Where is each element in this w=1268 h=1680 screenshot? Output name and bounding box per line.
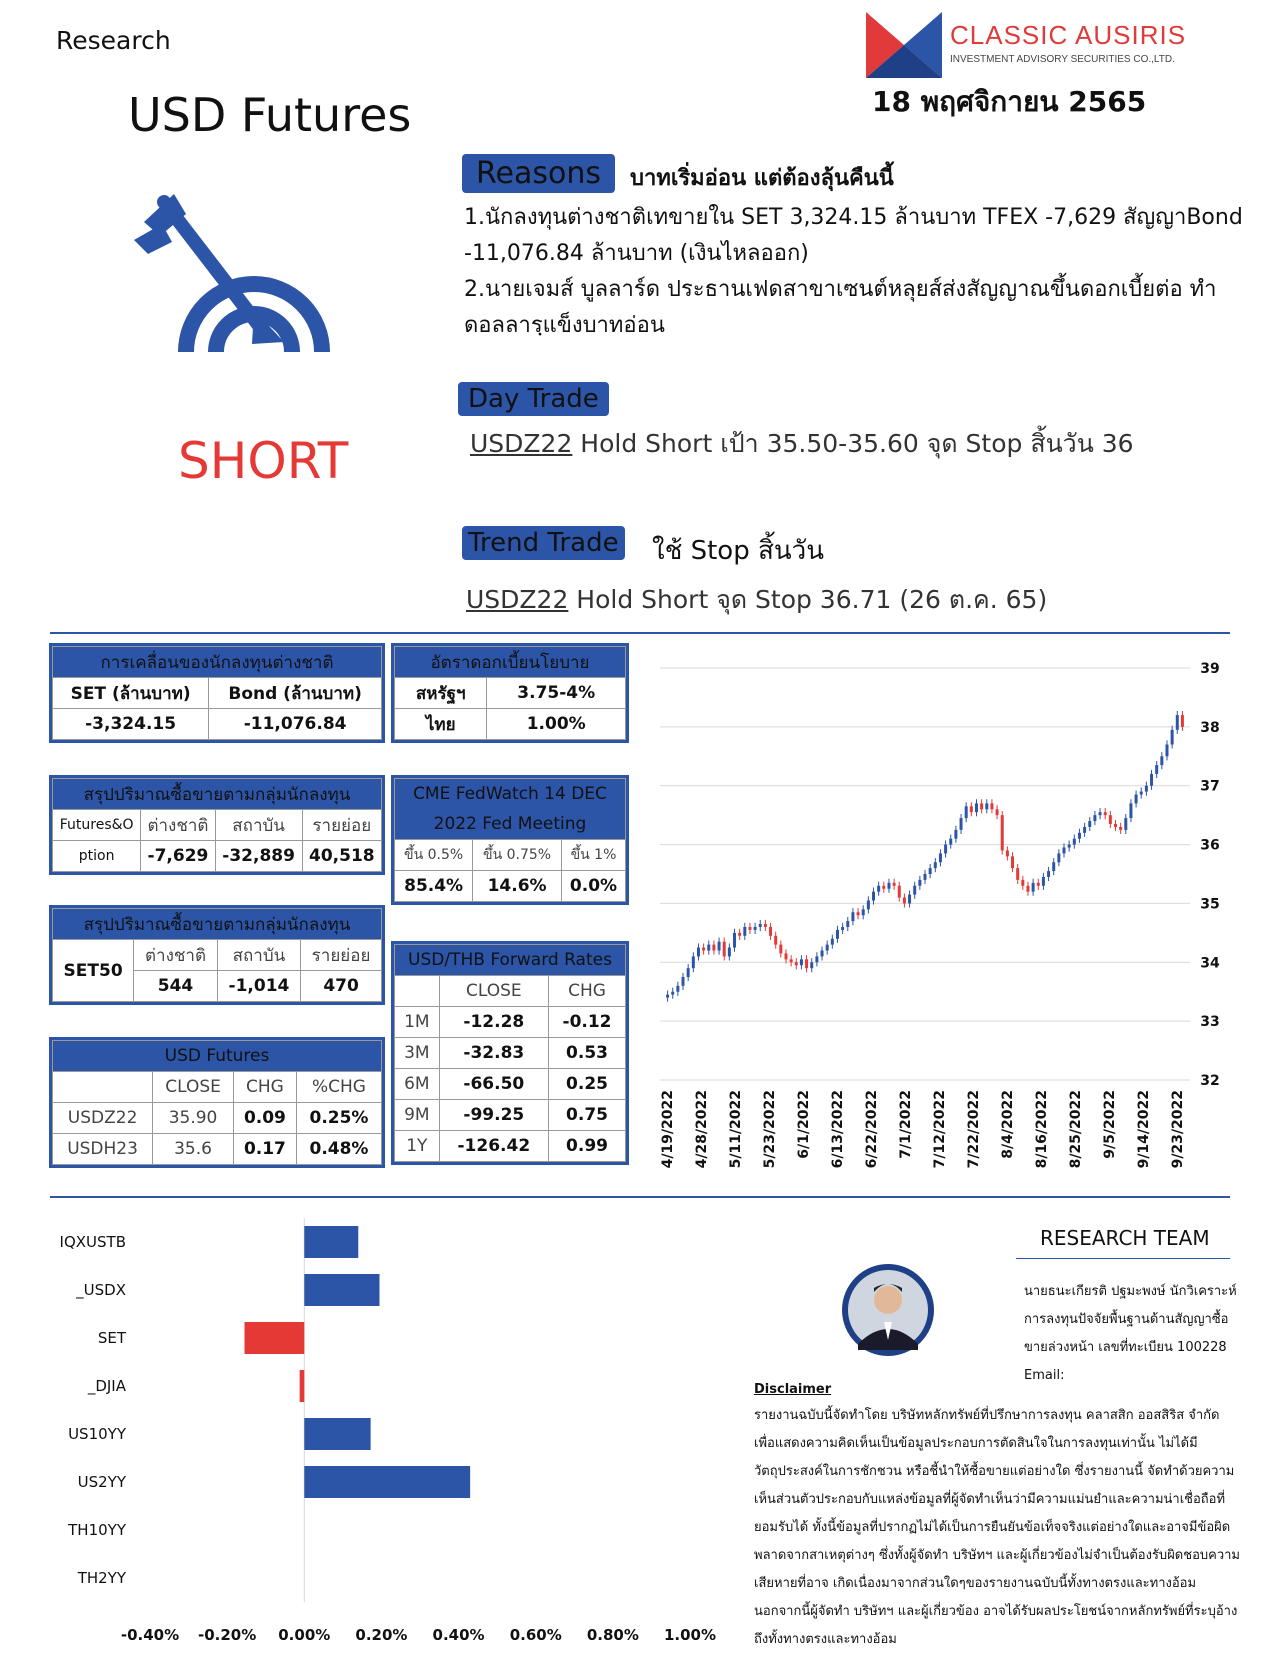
table-cell: 0.75	[549, 1100, 626, 1131]
candle-body	[1150, 774, 1153, 786]
candle-body	[718, 942, 721, 951]
table-cell: 35.6	[153, 1134, 234, 1165]
candle-body	[1155, 765, 1158, 774]
x-tick-label: 8/16/2022	[1034, 1090, 1050, 1169]
trend-trade-text: Hold Short จุด Stop 36.71 (26 ต.ค. 65)	[568, 585, 1048, 614]
candle-body	[1037, 883, 1040, 886]
y-tick-label: 35	[1200, 896, 1220, 913]
trend-trade-tag: Trend Trade	[462, 526, 625, 560]
candle-body	[759, 924, 762, 927]
candle-body	[851, 912, 854, 921]
candle-body	[1078, 833, 1081, 839]
column-header: CHG	[233, 1072, 296, 1103]
candle-body	[846, 921, 849, 927]
analyst-avatar	[840, 1262, 936, 1358]
x-tick-label: 7/22/2022	[966, 1090, 982, 1169]
usd-futures-title: USD Futures	[53, 1041, 382, 1072]
candle-body	[1104, 812, 1107, 815]
candle-body	[841, 927, 844, 930]
x-tick-label: 6/1/2022	[796, 1090, 812, 1159]
candle-body	[1129, 803, 1132, 818]
policy-rate-country: ไทย	[395, 709, 487, 740]
table-cell: 0.99	[549, 1131, 626, 1162]
column-header: CHG	[549, 976, 626, 1007]
candle-body	[666, 995, 669, 998]
table-cell: -126.42	[439, 1131, 548, 1162]
candle-body	[712, 945, 715, 951]
column-header: สถาบัน	[217, 940, 300, 971]
column-header: CLOSE	[153, 1072, 234, 1103]
policy-rate-country: สหรัฐฯ	[395, 678, 487, 709]
candle-body	[1083, 827, 1086, 833]
candle-body	[800, 959, 803, 965]
table-cell: 0.0%	[561, 871, 625, 902]
candle-body	[821, 951, 824, 957]
column-header: %CHG	[296, 1072, 381, 1103]
divider-top	[50, 632, 1230, 634]
x-tick-label: -0.20%	[198, 1626, 257, 1644]
policy-rate-value: 1.00%	[487, 709, 626, 740]
candle-body	[728, 948, 731, 957]
column-header: สถาบัน	[215, 810, 302, 841]
table-cell: 14.6%	[473, 871, 562, 902]
candle-body	[887, 883, 890, 889]
candle-body	[857, 912, 860, 915]
futures-summary-title: สรุปปริมาณซื้อขายตามกลุ่มนักลงทุน	[53, 779, 382, 810]
x-tick-label: 7/1/2022	[898, 1090, 914, 1159]
foreign-flow-col1: SET (ล้านบาท)	[53, 678, 209, 709]
table-cell	[53, 1072, 153, 1103]
candle-body	[682, 977, 685, 986]
y-tick-label: 37	[1200, 778, 1220, 795]
table-cell: 1M	[395, 1007, 440, 1038]
table-cell: -7,629	[141, 841, 215, 872]
candle-body	[748, 927, 751, 930]
column-header: ขึ้น 0.5%	[395, 840, 473, 871]
candle-body	[949, 839, 952, 845]
trend-trade-symbol: USDZ22	[466, 585, 569, 614]
column-header: CLOSE	[439, 976, 548, 1007]
table-cell: 0.53	[549, 1038, 626, 1069]
candle-body	[836, 930, 839, 939]
brand-name: CLASSIC AUSIRIS	[950, 20, 1187, 50]
policy-rate-table	[394, 646, 626, 740]
bar	[245, 1322, 305, 1354]
page-title: USD Futures	[128, 88, 412, 142]
x-tick-label: 0.60%	[509, 1626, 562, 1644]
disclaimer-text: รายงานฉบับนี้จัดทำโดย บริษัทหลักทรัพย์ที่ปรึกษาการลงทุน คลาสสิก ออสสิริส จำกัด เพื่อแสดงความคิดเห็นเป็นข้อมูลประกอบการตัดสินใจในการลงทุนเท่านั้น ไม่ได้มีวัตถุประสงค์ในการชักชวน หรือชี้นำให้ซื้อขายแต่อย่างใด ซึ่งรายงานนี้ จัดทำด้วยความเห็นส่วนตัวประกอบกับแหล่งข้อมูลที่ผู้จัดทำเห็นว่ามีความแม่นยำและความน่าเชื่อถือที่ยอมรับได้ ทั้งนี้ข้อมูลที่ปรากฏไม่ได้เป็นการยืนยันข้อเท็จจริงแต่อย่างใดและอาจมีข้อผิดพลาดจากสาเหตุต่างๆ ซึ่งทั้งผู้จัดทำ บริษัทฯ และผู้เกี่ยวข้องไม่จำเป็นต้องรับผิดชอบความเสียหายที่อาจ เกิดเนื่องมาจากส่วนใดๆของรายงานฉบับนี้ทั้งทางตรงและทางอ้อม นอกจากนี้ผู้จัดทำ บริษัทฯ และผู้เกี่ยวข้อง อาจได้รับผลประโยชน์จากหลักทรัพย์ที่ระบุอ้างถึงทั้งทางตรงและทางอ้อม	[754, 1408, 1240, 1647]
candle-body	[826, 945, 829, 951]
candle-body	[707, 945, 710, 951]
foreign-flow-val2: -11,076.84	[209, 709, 382, 740]
candle-body	[985, 803, 988, 809]
policy-rate-value: 3.75-4%	[487, 678, 626, 709]
candle-body	[779, 945, 782, 954]
candle-body	[924, 874, 927, 880]
x-tick-label: 1.00%	[663, 1626, 717, 1644]
reason-2: 2.นายเจมส์ บูลลาร์ด ประธานเฟดสาขาเซนต์หลุยส์ส่งสัญญาณขึ้นดอกเบี้ยต่อ ทำดอลลารฺแข็งบาทอ่อน	[464, 277, 1217, 338]
x-tick-label: 8/25/2022	[1068, 1090, 1084, 1169]
candle-body	[980, 803, 983, 809]
candle-body	[1181, 715, 1184, 727]
candle-body	[784, 953, 787, 959]
bar	[304, 1418, 370, 1450]
x-tick-label: 9/14/2022	[1136, 1090, 1152, 1169]
candle-body	[815, 956, 818, 962]
bar-category-label: TH10YY	[68, 1521, 126, 1539]
x-tick-label: 0.40%	[432, 1626, 485, 1644]
reasons-headline: บาทเริ่มอ่อน แต่ต้องลุ้นคืนนี้	[630, 166, 894, 191]
foreign-flow-table	[52, 646, 382, 740]
y-tick-label: 36	[1200, 837, 1220, 854]
disclaimer-title: Disclaimer	[754, 1382, 832, 1397]
candle-body	[676, 986, 679, 992]
column-header: ขึ้น 0.75%	[473, 840, 562, 871]
table-cell: 0.17	[233, 1134, 296, 1165]
candle-body	[1073, 839, 1076, 845]
candle-body	[769, 927, 772, 936]
candle-body	[692, 956, 695, 968]
day-trade-text: Hold Short เป้า 35.50-35.60 จุด Stop สิ้นวัน 36	[572, 429, 1134, 458]
candle-body	[1099, 812, 1102, 815]
candle-body	[1057, 853, 1060, 862]
table-cell: -99.25	[439, 1100, 548, 1131]
set50-summary-table	[52, 908, 382, 1002]
table-cell: 0.25	[549, 1069, 626, 1100]
table-cell: 9M	[395, 1100, 440, 1131]
candle-body	[1140, 792, 1143, 795]
column-header: รายย่อย	[301, 940, 382, 971]
candle-body	[1042, 877, 1045, 886]
candle-body	[1124, 818, 1127, 830]
candle-body	[882, 886, 885, 889]
table-cell	[395, 976, 440, 1007]
candle-body	[1006, 850, 1009, 856]
x-tick-label: 0.80%	[586, 1626, 639, 1644]
y-tick-label: 32	[1200, 1073, 1220, 1089]
trend-trade-note: ใช้ Stop สิ้นวัน	[652, 536, 824, 566]
y-tick-label: 33	[1200, 1014, 1220, 1031]
candle-body	[774, 936, 777, 945]
candle-body	[1063, 848, 1066, 854]
table-cell: 85.4%	[395, 871, 473, 902]
brand-subtitle: INVESTMENT ADVISORY SECURITIES CO.,LTD.	[950, 54, 1175, 65]
candle-body	[877, 886, 880, 892]
team-text: นายธนะเกียรติ ปฐมะพงษ์ นักวิเคราะห์การลงทุนปัจจัยพื้นฐานด้านสัญญาซื้อขายล่วงหน้า เลขที่ทะเบียน 100228 Email:	[1024, 1284, 1237, 1383]
candle-body	[1119, 827, 1122, 830]
candle-body	[1171, 730, 1174, 745]
bar	[304, 1274, 379, 1306]
set50-summary-title: สรุปปริมาณซื้อขายตามกลุ่มนักลงทุน	[53, 909, 382, 940]
day-trade-tag: Day Trade	[458, 382, 609, 416]
x-tick-label: 0.00%	[278, 1626, 331, 1644]
x-tick-label: 8/4/2022	[1000, 1090, 1016, 1159]
x-tick-label: 9/5/2022	[1102, 1090, 1118, 1159]
candle-body	[743, 927, 746, 936]
candle-body	[1032, 883, 1035, 892]
candle-body	[965, 806, 968, 818]
x-tick-label: -0.40%	[120, 1626, 180, 1644]
candle-body	[1109, 815, 1112, 824]
candle-body	[960, 818, 963, 830]
candle-body	[831, 939, 834, 945]
table-cell: 470	[301, 971, 382, 1002]
candle-body	[944, 845, 947, 854]
candle-body	[723, 942, 726, 957]
table-cell: -0.12	[549, 1007, 626, 1038]
x-tick-label: 4/19/2022	[660, 1090, 676, 1169]
foreign-flow-title: การเคลื่อนของนักลงทุนต่างชาติ	[53, 647, 382, 678]
table-cell: -66.50	[439, 1069, 548, 1100]
reasons-body	[464, 200, 1244, 344]
candle-body	[790, 959, 793, 962]
market-change-bar-chart	[50, 1210, 720, 1650]
candle-body	[954, 830, 957, 839]
candle-body	[733, 933, 736, 948]
signal-label: SHORT	[178, 432, 349, 490]
table-cell: 1Y	[395, 1131, 440, 1162]
brand-logo-icon	[866, 12, 942, 78]
x-tick-label: 6/13/2022	[830, 1090, 846, 1169]
x-tick-label: 6/22/2022	[864, 1090, 880, 1169]
candle-body	[1021, 880, 1024, 886]
candle-body	[702, 948, 705, 951]
x-tick-label: 9/23/2022	[1170, 1090, 1186, 1169]
candle-body	[1145, 786, 1148, 792]
candle-body	[934, 862, 937, 868]
x-tick-label: 5/23/2022	[762, 1090, 778, 1169]
table-cell: 544	[134, 971, 218, 1002]
candle-body	[1052, 862, 1055, 871]
divider-bottom	[50, 1196, 1230, 1198]
candle-body	[908, 895, 911, 904]
bar	[304, 1466, 470, 1498]
fedwatch-table	[394, 778, 626, 902]
candle-body	[929, 868, 932, 874]
forward-rates-title: USD/THB Forward Rates	[395, 945, 626, 976]
table-cell: -32,889	[215, 841, 302, 872]
candle-body	[893, 883, 896, 886]
bar	[304, 1226, 358, 1258]
table-cell: 35.90	[153, 1103, 234, 1134]
candle-body	[898, 886, 901, 898]
candle-body	[990, 803, 993, 809]
candle-body	[754, 927, 757, 930]
x-tick-label: 7/12/2022	[932, 1090, 948, 1169]
table-cell: 0.48%	[296, 1134, 381, 1165]
table-cell: 6M	[395, 1069, 440, 1100]
x-tick-label: 0.20%	[355, 1626, 408, 1644]
bar-category-label: TH2YY	[77, 1569, 126, 1587]
candle-body	[805, 959, 808, 968]
candle-body	[913, 886, 916, 895]
candle-body	[697, 948, 700, 957]
report-date: 18 พฤศจิกายน 2565	[872, 85, 1147, 118]
candle-body	[764, 924, 767, 927]
candle-body	[867, 900, 870, 909]
candle-body	[1114, 824, 1117, 827]
candle-body	[1135, 795, 1138, 804]
trend-trade-line	[466, 580, 1047, 620]
candle-body	[1016, 868, 1019, 880]
column-header: รายย่อย	[302, 810, 381, 841]
candle-body	[970, 806, 973, 812]
table-cell: -32.83	[439, 1038, 548, 1069]
day-trade-line	[470, 424, 1134, 464]
futures-summary-label-b: ption	[53, 841, 141, 872]
reason-1: 1.นักลงทุนต่างชาติเทขายใน SET 3,324.15 ล้านบาท TFEX -7,629 สัญญาBond -11,076.84 ล้านบาท (เงินไหลออก)	[464, 205, 1243, 266]
candle-body	[872, 892, 875, 901]
table-cell: 40,518	[302, 841, 381, 872]
team-title: RESEARCH TEAM	[1040, 1226, 1210, 1250]
y-tick-label: 38	[1200, 719, 1220, 736]
candle-body	[738, 933, 741, 936]
y-tick-label: 34	[1200, 955, 1220, 972]
candle-body	[1165, 745, 1168, 757]
target-icon	[134, 192, 374, 352]
candle-body	[1176, 715, 1179, 730]
bar-category-label: IQXUSTB	[59, 1233, 126, 1251]
bar	[300, 1370, 305, 1402]
candle-body	[671, 992, 674, 995]
futures-summary-label-a: Futures&O	[53, 810, 141, 841]
bar-category-label: US10YY	[68, 1425, 126, 1443]
candle-body	[795, 962, 798, 965]
usd-candlestick-chart	[650, 650, 1250, 1190]
day-trade-symbol: USDZ22	[470, 429, 573, 458]
column-header: ขึ้น 1%	[561, 840, 625, 871]
table-cell: 0.09	[233, 1103, 296, 1134]
y-tick-label: 39	[1200, 661, 1220, 677]
candle-body	[862, 909, 865, 915]
x-tick-label: 4/28/2022	[694, 1090, 710, 1169]
column-header: ต่างชาติ	[141, 810, 215, 841]
candle-body	[1026, 886, 1029, 892]
table-cell: 0.25%	[296, 1103, 381, 1134]
column-header: ต่างชาติ	[134, 940, 218, 971]
bar-category-label: SET	[97, 1329, 126, 1347]
table-cell: USDH23	[53, 1134, 153, 1165]
bar-category-label: _USDX	[76, 1281, 126, 1299]
team-divider	[1016, 1258, 1230, 1259]
futures-summary-table	[52, 778, 382, 872]
forward-rates-table	[394, 944, 626, 1162]
fedwatch-title	[395, 779, 626, 840]
candle-body	[1088, 821, 1091, 827]
policy-rate-title: อัตราดอกเบี้ยนโยบาย	[395, 647, 626, 678]
candle-body	[1160, 756, 1163, 765]
bar-category-label: _DJIA	[87, 1377, 126, 1395]
bar-category-label: US2YY	[77, 1473, 126, 1491]
candle-body	[1047, 871, 1050, 877]
table-cell: -12.28	[439, 1007, 548, 1038]
candle-body	[939, 853, 942, 862]
table-cell: -1,014	[217, 971, 300, 1002]
fedwatch-title-line2: 2022 Fed Meeting	[433, 814, 587, 834]
candle-body	[975, 803, 978, 812]
candle-body	[1011, 856, 1014, 868]
candle-body	[810, 962, 813, 968]
fedwatch-title-line1: CME FedWatch 14 DEC	[413, 784, 607, 804]
candle-body	[903, 898, 906, 904]
section-label: Research	[56, 26, 171, 55]
candle-body	[1093, 815, 1096, 821]
candle-body	[1068, 845, 1071, 848]
reasons-tag: Reasons	[462, 154, 615, 193]
table-cell: 3M	[395, 1038, 440, 1069]
candle-body	[918, 880, 921, 886]
foreign-flow-col2: Bond (ล้านบาท)	[209, 678, 382, 709]
table-cell: USDZ22	[53, 1103, 153, 1134]
set50-label: SET50	[53, 940, 134, 1002]
candle-body	[1001, 815, 1004, 850]
candle-body	[996, 809, 999, 815]
foreign-flow-val1: -3,324.15	[53, 709, 209, 740]
x-tick-label: 5/11/2022	[728, 1090, 744, 1169]
usd-futures-table	[52, 1040, 382, 1165]
candle-body	[687, 968, 690, 977]
